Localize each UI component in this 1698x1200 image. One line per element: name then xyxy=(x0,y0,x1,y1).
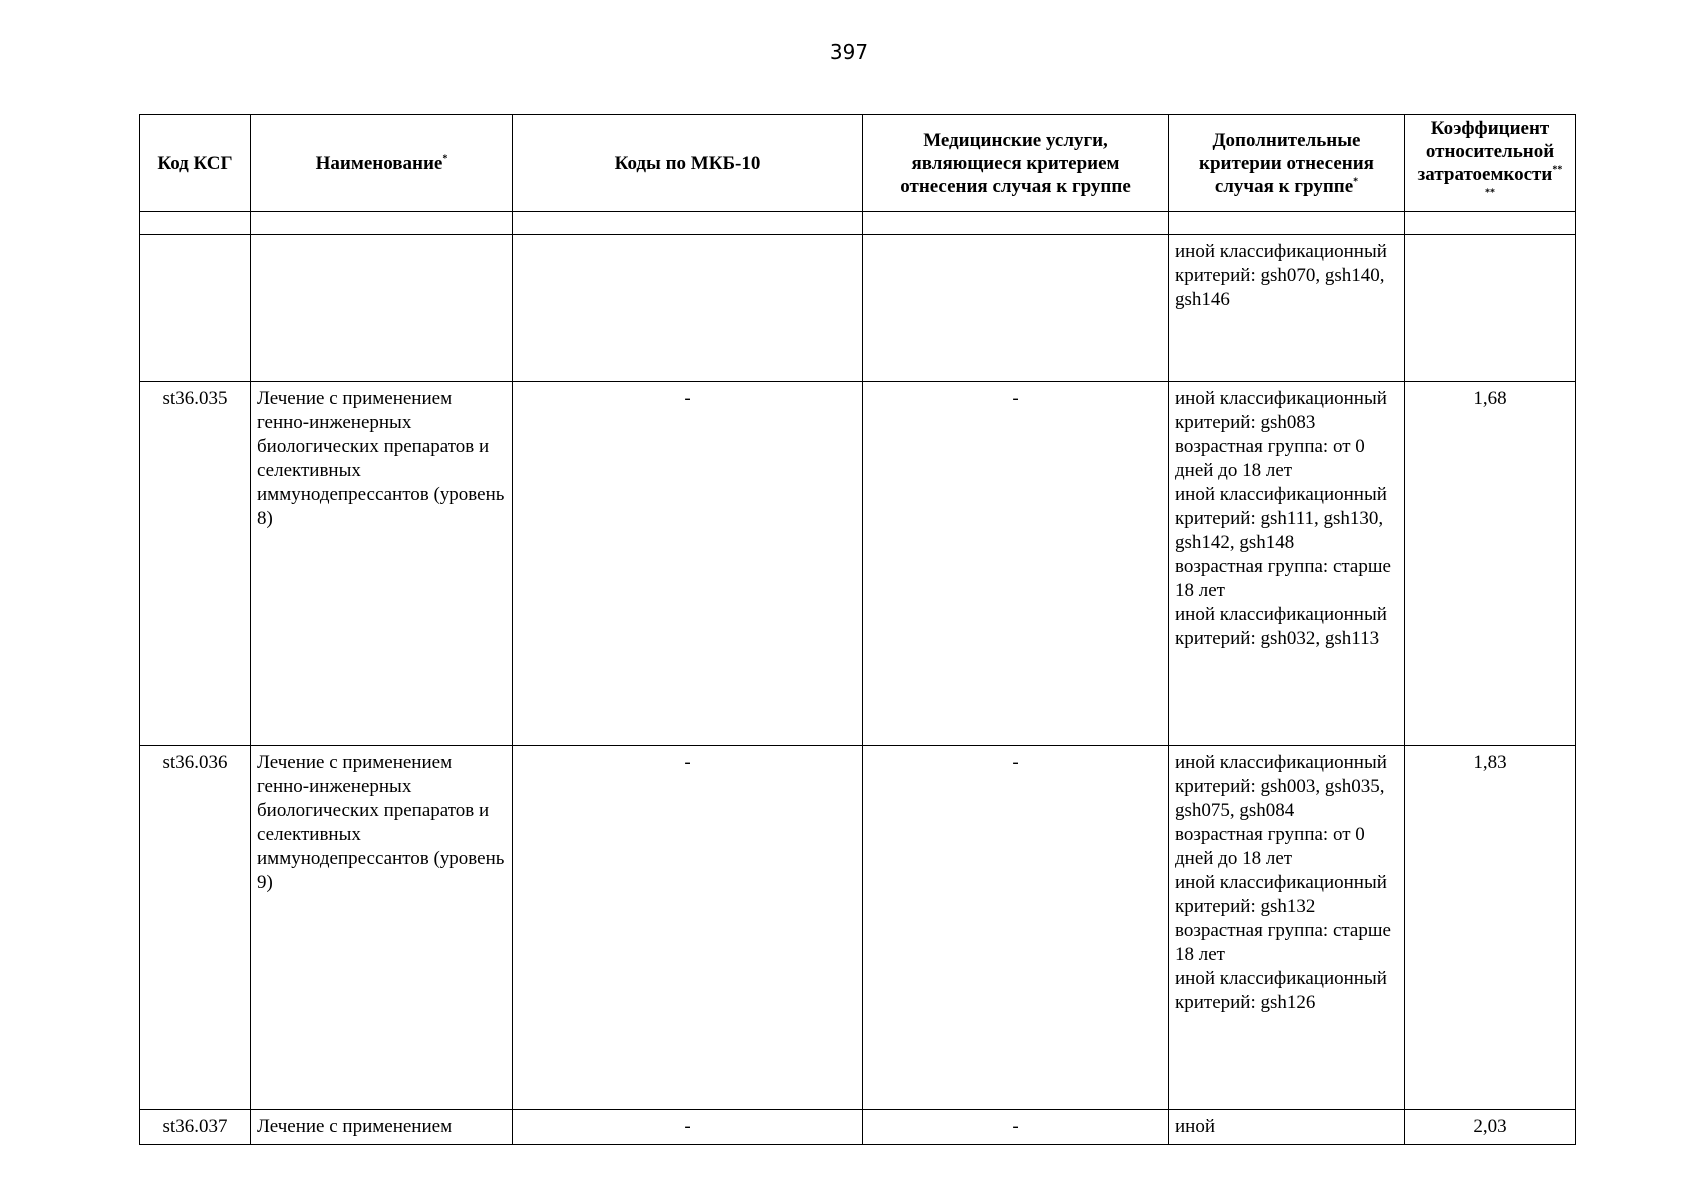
header-code: Код КСГ xyxy=(140,115,251,212)
criterion-line: иной классификационный критерий: gsh003, gsh035, gsh075, gsh084 xyxy=(1175,752,1387,821)
criterion-line: иной классификационный критерий: gsh126 xyxy=(1175,968,1387,1013)
table-row xyxy=(140,746,1576,1110)
criterion-line: возрастная группа: старше 18 лет xyxy=(1175,556,1391,601)
ksg-table xyxy=(139,114,1576,1145)
criterion-line: возрастная группа: старше 18 лет xyxy=(1175,920,1391,965)
cell-mkb-codes: - xyxy=(513,382,863,746)
header-medical-services: Медицинские услуги, являющиеся критерием отнесения случая к группе xyxy=(863,115,1169,212)
footnote-mark: * xyxy=(442,153,448,165)
footnote-mark: ** xyxy=(1552,164,1563,176)
cell-name: Лечение с применением генно-инженерных биологических препаратов и селективных иммунодепрессантов (уровень 8) xyxy=(251,382,513,746)
cell-code: st36.037 xyxy=(140,1110,251,1145)
cell-coefficient: 2,03 xyxy=(1405,1110,1576,1145)
criterion-line: иной классификационный критерий: gsh032, gsh113 xyxy=(1175,604,1387,649)
cell-code: st36.036 xyxy=(140,746,251,1110)
criterion-line: иной классификационный критерий: gsh132 xyxy=(1175,872,1387,917)
cell-extra-criteria xyxy=(1169,746,1405,1110)
header-extra-criteria: Дополнительные критерии отнесения случая к группе* xyxy=(1169,115,1405,212)
cell-medical-services: - xyxy=(863,1110,1169,1145)
table-row xyxy=(140,382,1576,746)
cell-name: Лечение с применением xyxy=(251,1110,513,1145)
cell-coefficient: 1,68 xyxy=(1405,382,1576,746)
criterion-line: иной классификационный критерий: gsh083 xyxy=(1175,388,1387,433)
cell-extra-criteria xyxy=(1169,1110,1405,1145)
cell-extra-criteria xyxy=(1169,382,1405,746)
spacer-row xyxy=(140,212,1576,235)
page-number: 397 xyxy=(829,40,869,64)
table-header-row xyxy=(140,115,1576,212)
cell-code: st36.035 xyxy=(140,382,251,746)
table-row-continuation xyxy=(140,235,1576,382)
criterion-line: возрастная группа: от 0 дней до 18 лет xyxy=(1175,436,1365,481)
criterion-line: иной классификационный критерий: gsh111, gsh130, gsh142, gsh148 xyxy=(1175,484,1387,553)
cell-coefficient: 1,83 xyxy=(1405,746,1576,1110)
cell-mkb-codes: - xyxy=(513,746,863,1110)
criterion-line: возрастная группа: от 0 дней до 18 лет xyxy=(1175,824,1365,869)
header-coefficient: Коэффициент относительной затратоемкости** ** xyxy=(1405,115,1576,212)
cell-mkb-codes: - xyxy=(513,1110,863,1145)
cell-medical-services: - xyxy=(863,746,1169,1110)
header-name: Наименование* xyxy=(251,115,513,212)
footnote-mark: * xyxy=(1353,176,1359,188)
header-mkb-codes: Коды по МКБ-10 xyxy=(513,115,863,212)
cell-extra-criteria: иной классификационный критерий: gsh070, gsh140, gsh146 xyxy=(1169,235,1405,382)
criterion-line: иной xyxy=(1175,1116,1216,1137)
table-row xyxy=(140,1110,1576,1145)
cell-name: Лечение с применением генно-инженерных биологических препаратов и селективных иммунодепрессантов (уровень 9) xyxy=(251,746,513,1110)
footnote-mark: ** xyxy=(1485,187,1495,199)
cell-medical-services: - xyxy=(863,382,1169,746)
